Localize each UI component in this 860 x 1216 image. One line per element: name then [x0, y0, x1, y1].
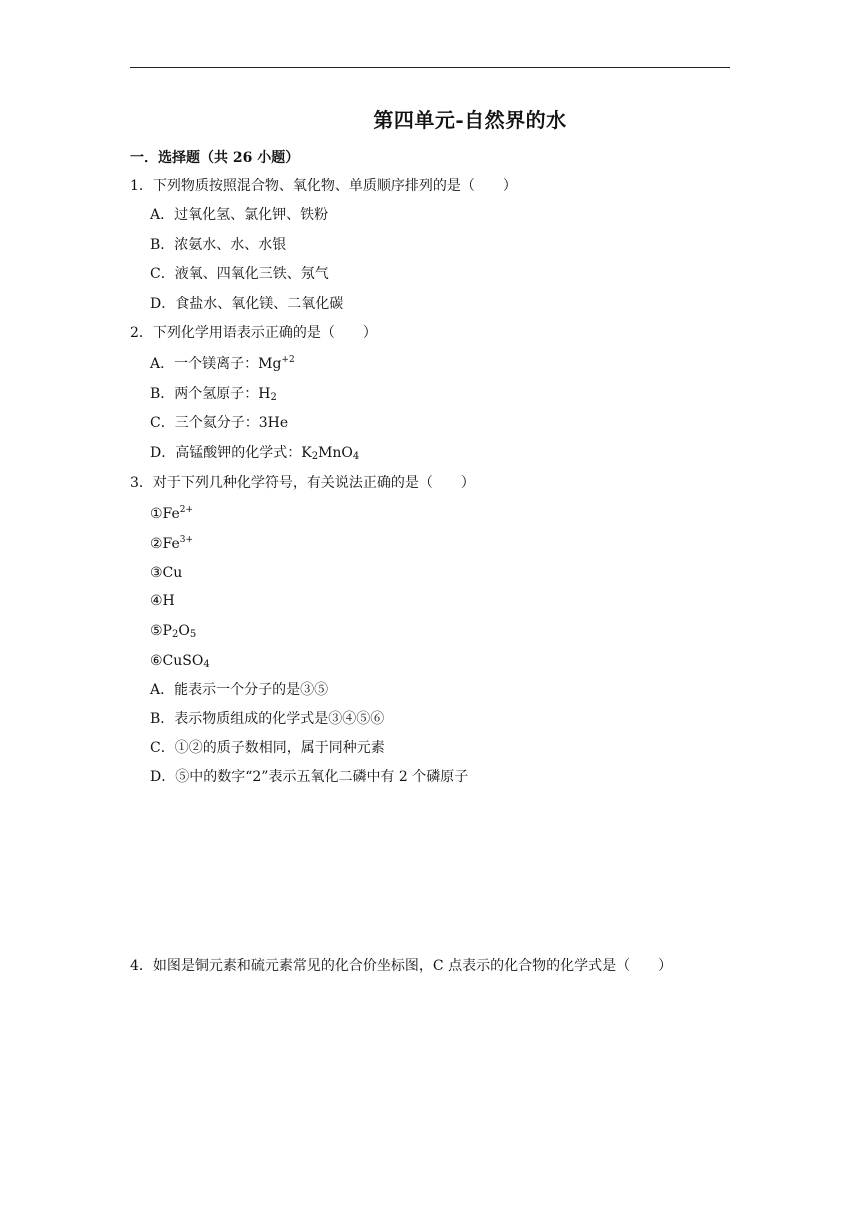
question-1-option-b: B．浓氨水、水、水银 [150, 237, 287, 253]
question-1-option-c: C．液氧、四氧化三铁、氖气 [150, 266, 329, 282]
question-3-symbol-4: ④H [150, 593, 175, 609]
question-2-option-c: C．三个氦分子：3He [150, 415, 289, 431]
question-2-option-a: A．一个镁离子：$Mg^{+2}$ [150, 355, 295, 372]
question-4-stem: 4．如图是铜元素和硫元素常见的化合价坐标图，C 点表示的化合物的化学式是（ ） [130, 958, 673, 974]
question-3-symbol-3: ③Cu [150, 565, 183, 581]
question-3-option-b: B．表示物质组成的化学式是③④⑤⑥ [150, 711, 385, 727]
question-3-symbol-1: $①Fe^{2+}$ [150, 505, 194, 522]
question-1-option-a: A．过氧化氢、氯化钾、铁粉 [150, 207, 329, 223]
header-rule [130, 67, 730, 68]
question-3-option-c: C．①②的质子数相同，属于同种元素 [150, 740, 385, 756]
page-title: 第四单元-自然界的水 [373, 108, 567, 132]
question-3-stem: 3．对于下列几种化学符号，有关说法正确的是（ ） [130, 475, 475, 491]
question-3-symbol-6: ⑥CuSO$_4$ [150, 653, 210, 670]
question-2-option-b: B．两个氢原子：$H_2$ [150, 386, 277, 403]
question-3-option-d: D．⑤中的数字“2”表示五氧化二磷中有 2 个磷原子 [150, 769, 469, 785]
question-2-stem: 2．下列化学用语表示正确的是（ ） [130, 325, 377, 341]
question-3-symbol-5: $⑤P_2O_5$ [150, 623, 197, 640]
question-2-option-d: D．高锰酸钾的化学式：$K_2MnO_4$ [150, 445, 360, 462]
question-3-symbol-2: $②Fe^{3+}$ [150, 535, 194, 552]
question-1-stem: 1．下列物质按照混合物、氧化物、单质顺序排列的是（ ） [130, 178, 517, 194]
question-1-option-d: D．食盐水、氧化镁、二氧化碳 [150, 296, 344, 312]
section-heading: 一．选择题（共 26 小题） [130, 150, 300, 166]
question-3-option-a: A．能表示一个分子的是③⑤ [150, 682, 329, 698]
